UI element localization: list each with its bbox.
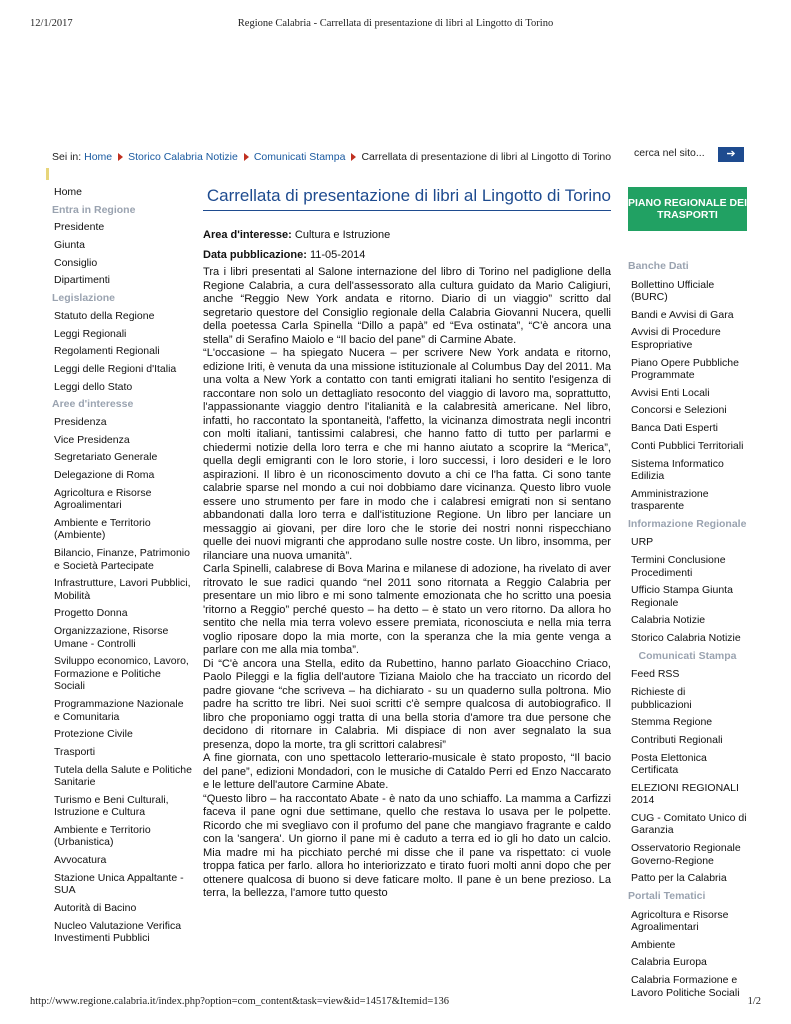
article-body — [203, 266, 611, 901]
right-link-concorsi-e-selezioni[interactable]: Concorsi e Selezioni — [631, 404, 727, 417]
sidebar-item-agricoltura-e-risorse-agroalimentari[interactable]: Agricoltura e Risorse Agroalimentari — [54, 486, 152, 512]
decorative-marker — [46, 168, 49, 180]
article-paragraph: “L'occasione – ha spiegato Nucera – per scrivere New York andata e ritorno, edizione Iriti, è venuta da una missione istituzionale al Columbus Day del 2011. Ma una volta a New York a contatto con tanti emigrati italiani ho sentito l'esigenza di raccontare non solo un dettagliato resoconto del viaggio di lavoro ma, soprattutto, l'appassionante viaggio dentro l'italianità e la calabresità americane. Nel libro, infatti, ho raccontato la spontaneità, l'affetto, la vicinanza dimostrata negli incontri con molti italiani, tantissimi calabresi, che hanno fatto di tutto per parlarmi e chiedermi notizie della loro terra e che mi hanno aiutato a scoprire la “Merica”, quella degli emigranti con le loro storie, i loro successi, i loro desideri e le loro aspirazioni. Il libro è un riconoscimento dovuto a chi ce l'ha fatta. Ci sono tante calabrie sparse nel mondo a cui noi dobbiamo dare vicinanza. Questo libro vuole essere uno strumento per fare in modo che i calabresi emigrati non si sentano abbandonati dalla loro terra e dall'istituzione Regione. Un libro per lanciare un messaggio ai giovani, per dire loro che le storie dei nostri nonni rispecchiano quelle dei nuovi migranti che approdano sulle nostre coste. Un libro, insomma, per rilanciare una nuova umanità”. — [203, 347, 611, 562]
sidebar-item-vice-presidenza[interactable]: Vice Presidenza — [54, 433, 130, 446]
main-content — [203, 186, 611, 901]
breadcrumb-current: Carrellata di presentazione di libri al Lingotto di Torino — [361, 151, 612, 163]
sidebar-item-nucleo-valutazione-verifica-investimenti-pubblici[interactable]: Nucleo Valutazione Verifica Investimenti Pubblici — [54, 919, 182, 945]
right-link-banca-dati-esperti[interactable]: Banca Dati Esperti — [631, 422, 718, 435]
right-sidebar — [628, 187, 747, 1004]
arrow-right-icon: ➔ — [726, 148, 736, 160]
sidebar-item-ambiente-e-territorio-ambiente[interactable]: Ambiente e Territorio (Ambiente) — [54, 516, 151, 542]
breadcrumb-prefix: Sei in: — [52, 151, 82, 163]
sidebar-item-regolamenti-regionali[interactable]: Regolamenti Regionali — [54, 345, 160, 358]
sidebar-item-giunta[interactable]: Giunta — [54, 239, 85, 252]
right-section-portali-tematici: Portali Tematici — [628, 890, 706, 902]
sidebar-item-trasporti[interactable]: Trasporti — [54, 745, 96, 758]
sidebar-item-segretariato-generale[interactable]: Segretariato Generale — [54, 451, 158, 464]
right-link-posta-elettonica-certificata[interactable]: Posta Elettonica Certificata — [631, 751, 707, 777]
right-link-feed-rss[interactable]: Feed RSS — [631, 668, 680, 681]
right-link-contributi-regionali[interactable]: Contributi Regionali — [631, 733, 723, 746]
right-link-stemma-regione[interactable]: Stemma Regione — [631, 716, 713, 729]
date-label: Data pubblicazione: — [203, 249, 307, 261]
right-link-piano-opere-pubbliche-programmate[interactable]: Piano Opere Pubbliche Programmate — [631, 356, 739, 382]
sidebar-item-bilancio-finanze-patrimonio-e-societa-partecipate[interactable]: Bilancio, Finanze, Patrimonio e Società Partecipate — [54, 547, 190, 572]
sidebar-item-progetto-donna[interactable]: Progetto Donna — [54, 607, 128, 620]
left-sidebar-nav — [52, 186, 192, 950]
sidebar-item-organizzazione-risorse-umane-controlli[interactable]: Organizzazione, Risorse Umane - Controlli — [54, 625, 169, 650]
article-date — [203, 249, 611, 261]
article-paragraph: Di “C'è ancora una Stella, edito da Rubettino, hanno parlato Gioacchino Criaco, Paolo Pileggi e la figlia dell'autore Tiziana Maiolo che ha tracciato un ricordo del padre giovane “che scriveva – ha dichiarato - su un quaderno sulla poltrona. Mio padre ha scritto tre libri. Nei suoi scritti c'è sempre qualcosa di autobiografico. Il libro che proponiamo oggi tratta di una bella storia d'amore tra due persone che decidono di ritornare in Calabria. Mi dispiace di non aver segnalato la sua presenza, dopo la morte, tra gli scrittori calabresi” — [203, 657, 611, 751]
area-value: Cultura e Istruzione — [294, 229, 391, 241]
breadcrumb-arrow-icon — [244, 153, 249, 161]
sidebar-item-autorita-di-bacino[interactable]: Autorità di Bacino — [54, 902, 137, 914]
print-header — [30, 18, 761, 32]
sidebar-item-infrastrutture-lavori-pubblici-mobilita[interactable]: Infrastrutture, Lavori Pubblici, Mobilità — [54, 577, 191, 602]
right-link-calabria-formazione-e-lavoro-politiche-sociali[interactable]: Calabria Formazione e Lavoro Politiche Sociali — [631, 974, 740, 999]
right-link-conti-pubblici-territoriali[interactable]: Conti Pubblici Territoriali — [631, 439, 744, 452]
right-link-amministrazione-trasparente[interactable]: Amministrazione trasparente — [631, 487, 709, 513]
sidebar-item-avvocatura[interactable]: Avvocatura — [54, 854, 107, 867]
sidebar-item-delegazione-di-roma[interactable]: Delegazione di Roma — [54, 469, 155, 481]
right-link-avvisi-di-procedure-espropriative[interactable]: Avvisi di Procedure Espropriative — [631, 326, 721, 351]
article-paragraph: A fine giornata, con uno spettacolo letterario-musicale è stato proposto, “Il bacio del pane”, edizioni Mondadori, con le musiche di Cataldo Perri ed Enzo Naccarato e le letture dell'autore Carmine Abate. — [203, 752, 611, 791]
right-link-cug-comitato-unico-di-garanzia[interactable]: CUG - Comitato Unico di Garanzia — [631, 811, 747, 837]
date-value: 11-05-2014 — [309, 249, 366, 261]
right-section-banche-dati: Banche Dati — [628, 260, 689, 272]
sidebar-item-leggi-regionali[interactable]: Leggi Regionali — [54, 327, 127, 340]
area-label: Area d'interesse: — [203, 229, 292, 241]
article-paragraph: “Questo libro – ha raccontato Abate - è nato da uno schiaffo. La mamma a Carfizzi faceva il pane ogni due settimane, quello che restava lo usava per le polpette. Ricordo che mi svegliavo con il profumo del pane che mangiavo fragrante e caldo con la 'sangera'. Un giorno il pane mi è caduto a terra ed io gli ho dato un calcio. Mia madre mi ha picchiato perché mi disse che il pane va rispettato: ci vuole troppa fatica per farlo. allora ho interiorizzato e tirato fuori molti anni dopo che per ottenere qualcosa di buono si deve faticare molto. Il pane è un bene prezioso. La terra, la bellezza, l'amore tutto questo — [203, 792, 611, 899]
right-link-agricoltura-e-risorse-agroalimentari[interactable]: Agricoltura e Risorse Agroalimentari — [631, 908, 729, 933]
sidebar-item-presidente[interactable]: Presidente — [54, 221, 105, 234]
article-paragraph: Carla Spinelli, calabrese di Bova Marina e milanese di adozione, ha rivelato di aver ritrovato le sue radici quando “nel 2011 sono ritornata a Reggio Calabria per presentare un mio libro e mi sono talmente emozionata che ho scritto una poesia 'ritorno a Reggio” perché questo – ha detto – è stato un vero ritorno. Da allora ho sentito che nella mia terra volevo essere premiata, riconosciuta e nella mia terra voglio riposare dopo la mia morte, con la speranza che la mia gente venga a parlare con me alla mia tomba”. — [203, 563, 611, 656]
article-title: Carrellata di presentazione di libri al Lingotto di Torino — [203, 186, 611, 211]
search-input[interactable]: cerca nel sito... — [634, 147, 705, 159]
right-link-sistema-informatico-edilizia[interactable]: Sistema Informatico Edilizia — [631, 457, 724, 482]
right-sidebar-links — [628, 260, 747, 999]
sidebar-item-turismo-e-beni-culturali-istruzione-e-cultura[interactable]: Turismo e Beni Culturali, Istruzione e Cultura — [54, 793, 169, 819]
right-section-comunicati-stampa: Comunicati Stampa — [638, 649, 737, 662]
right-link-storico-calabria-notizie[interactable]: Storico Calabria Notizie — [631, 632, 741, 645]
sidebar-item-protezione-civile[interactable]: Protezione Civile — [54, 728, 133, 741]
breadcrumb-home-link[interactable]: Home — [84, 151, 113, 163]
right-link-calabria-europa[interactable]: Calabria Europa — [631, 956, 707, 969]
print-url: http://www.regione.calabria.it/index.php?option=com_content&task=view&id=14517&Itemid=136 — [30, 996, 450, 1007]
right-link-calabria-notizie[interactable]: Calabria Notizie — [631, 614, 706, 627]
sidebar-item-consiglio[interactable]: Consiglio — [54, 256, 98, 269]
right-section-informazione-regionale: Informazione Regionale — [628, 517, 747, 530]
search-button[interactable] — [718, 147, 744, 162]
right-link-patto-per-la-calabria[interactable]: Patto per la Calabria — [631, 872, 727, 885]
print-footer — [30, 996, 761, 1010]
sidebar-item-home[interactable]: Home — [54, 186, 83, 198]
piano-trasporti-banner[interactable]: PIANO REGIONALE DEI TRASPORTI — [628, 187, 747, 231]
print-page-number: 1/2 — [747, 996, 761, 1007]
article-paragraph: Tra i libri presentati al Salone internazione del libro di Torino nel padiglione della Regione Calabria, a cura dell'assessorato alla cultura guidato da Mario Caligiuri, anche “Reggio New York andata e ritorno. Diario di un viaggio” scritto dal segretario questore del Consiglio regionale della Calabria Giovanni Nucera, quelli della poetessa Carla Spinella “Dillo a papà” ed “Eva ostinata”, “C'è ancora una stella” di Serafino Maiolo e “Il bacio del pane” di Carmine Abate. — [203, 266, 611, 346]
nav-section-legislazione: Legislazione — [52, 292, 116, 305]
breadcrumb-comunicati-link[interactable]: Comunicati Stampa — [253, 151, 346, 163]
sidebar-item-leggi-delle-regioni-d-italia[interactable]: Leggi delle Regioni d'Italia — [54, 362, 177, 375]
sidebar-item-ambiente-e-territorio-urbanistica[interactable]: Ambiente e Territorio (Urbanistica) — [54, 823, 151, 849]
right-link-richieste-di-pubblicazioni[interactable]: Richieste di pubblicazioni — [631, 686, 692, 711]
right-link-osservatorio-regionale-governo-regione[interactable]: Osservatorio Regionale Governo-Regione — [631, 842, 741, 867]
nav-section-aree-d-interesse: Aree d'interesse — [52, 398, 134, 411]
right-link-avvisi-enti-locali[interactable]: Avvisi Enti Locali — [631, 386, 710, 399]
sidebar-item-sviluppo-economico-lavoro-formazione-e-politiche-sociali[interactable]: Sviluppo economico, Lavoro, Formazione e Politiche Sociali — [54, 655, 189, 693]
nav-section-entra-in-regione: Entra in Regione — [52, 203, 136, 216]
right-link-bollettino-ufficiale-burc[interactable]: Bollettino Ufficiale (BURC) — [631, 278, 715, 303]
sidebar-item-dipartimenti[interactable]: Dipartimenti — [54, 274, 111, 287]
sidebar-item-programmazione-nazionale-e-comunitaria[interactable]: Programmazione Nazionale e Comunitaria — [54, 698, 184, 723]
sidebar-item-statuto-della-regione[interactable]: Statuto della Regione — [54, 309, 155, 322]
right-link-urp[interactable]: URP — [631, 536, 654, 549]
print-date: 12/1/2017 — [30, 18, 73, 29]
right-link-bandi-e-avvisi-di-gara[interactable]: Bandi e Avvisi di Gara — [631, 308, 734, 321]
right-link-termini-conclusione-procedimenti[interactable]: Termini Conclusione Procedimenti — [631, 554, 726, 579]
right-link-ambiente[interactable]: Ambiente — [631, 938, 676, 951]
article-area — [203, 229, 611, 241]
breadcrumb-arrow-icon — [118, 153, 123, 161]
print-page-title: Regione Calabria - Carrellata di presentazione di libri al Lingotto di Torino — [237, 18, 554, 29]
breadcrumb — [52, 151, 611, 163]
right-link-ufficio-stampa-giunta-regionale[interactable]: Ufficio Stampa Giunta Regionale — [631, 584, 733, 609]
sidebar-item-tutela-della-salute-e-politiche-sanitarie[interactable]: Tutela della Salute e Politiche Sanitarie — [54, 763, 192, 789]
sidebar-item-leggi-dello-stato[interactable]: Leggi dello Stato — [54, 380, 133, 393]
breadcrumb-arrow-icon — [351, 153, 356, 161]
sidebar-item-presidenza[interactable]: Presidenza — [54, 415, 107, 428]
breadcrumb-storico-link[interactable]: Storico Calabria Notizie — [128, 151, 238, 163]
right-link-elezioni-regionali-2014[interactable]: ELEZIONI REGIONALI 2014 — [631, 781, 739, 807]
sidebar-item-stazione-unica-appaltante-sua[interactable]: Stazione Unica Appaltante - SUA — [54, 871, 184, 897]
